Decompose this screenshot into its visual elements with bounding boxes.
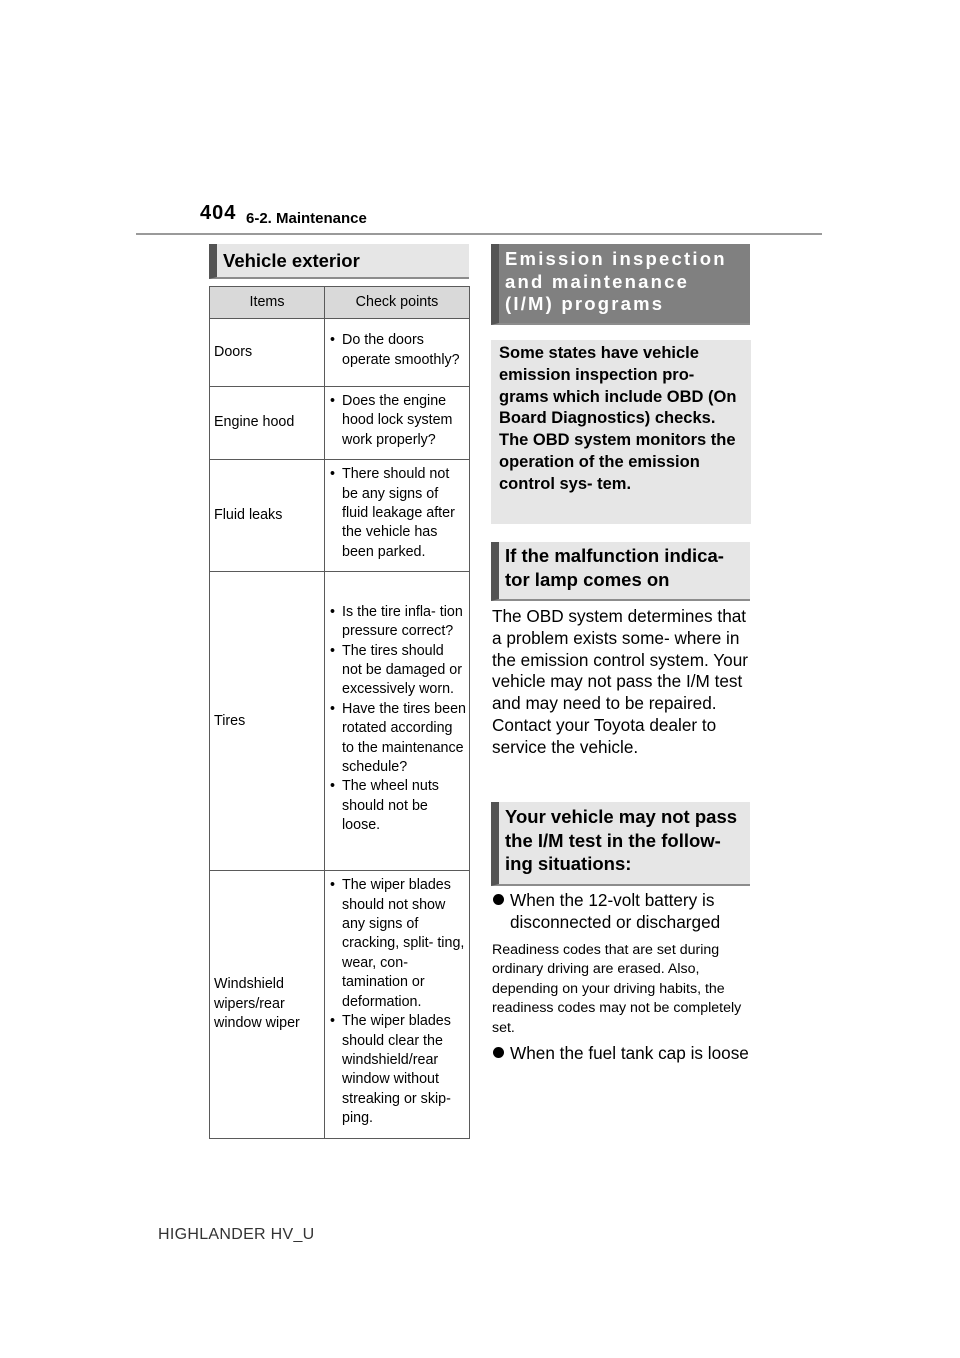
situation-bullet-text: When the fuel tank cap is loose: [510, 1043, 749, 1063]
emission-programs-heading-text: Emission inspection and maintenance (I/M) programs: [505, 248, 727, 314]
check-point: • The tires should not be damaged or excessively worn.: [329, 642, 467, 700]
check-point: • There should not be any signs of fluid leakage after the vehicle has been parked.: [329, 465, 467, 562]
footer-model: HIGHLANDER HV_U: [158, 1226, 315, 1243]
table-row: [210, 460, 470, 572]
situation-bullet-battery: [493, 890, 751, 934]
im-test-situations-heading: [491, 802, 750, 886]
situation-bullet-text: When the 12-volt battery is disconnected or discharged: [510, 890, 721, 932]
table-row: [210, 572, 470, 871]
check-point: • The wheel nuts should not be loose.: [329, 777, 467, 835]
row-item: Tires: [210, 572, 325, 871]
column-header-check-points: Check points: [325, 287, 470, 319]
table-header-row: [210, 287, 470, 319]
check-point: • Does the engine hood lock system work properly?: [329, 392, 467, 450]
row-check-points: [325, 319, 470, 387]
exterior-check-table: [209, 286, 470, 1139]
emission-intro-text: Some states have vehicle emission inspection pro- grams which include OBD (On Board Diagnostics) checks. The OBD system monitors the operation of the emission control sys- tem.: [499, 344, 737, 493]
check-point: • Have the tires been rotated according to the maintenance schedule?: [329, 700, 467, 778]
check-point: • Do the doors operate smoothly?: [329, 331, 467, 370]
section-title: 6-2. Maintenance: [246, 210, 367, 227]
malfunction-lamp-heading-text: If the malfunction indica- tor lamp comes on: [505, 545, 724, 590]
im-test-situations-heading-text: Your vehicle may not pass the I/M test in the follow- ing situations:: [505, 806, 738, 874]
header-divider: [136, 233, 822, 235]
check-point: • Is the tire infla- tion pressure correct?: [329, 603, 467, 642]
malfunction-body: The OBD system determines that a problem exists some- where in the emission control system. Your vehicle may not pass the I/M test and may need to be repaired. Contact your Toyota dealer to service the vehicle.: [492, 606, 749, 757]
row-check-points: [325, 871, 470, 1138]
row-check-points: [325, 460, 470, 572]
check-point: • The wiper blades should clear the windshield/rear window without streaking or skip- ping.: [329, 1012, 467, 1128]
situation-bullet-fuel-cap: [493, 1043, 751, 1065]
bullet-dot-icon: [493, 894, 504, 905]
table-row: [210, 319, 470, 387]
row-check-points: [325, 387, 470, 460]
vehicle-exterior-heading-text: Vehicle exterior: [223, 250, 360, 271]
bullet-dot-icon: [493, 1047, 504, 1058]
row-item: Doors: [210, 319, 325, 387]
readiness-codes-note: Readiness codes that are set during ordinary driving are erased. Also, depending on your driving habits, the readiness codes may not be completely set.: [492, 942, 742, 1036]
column-header-items: Items: [210, 287, 325, 319]
emission-intro-box: [491, 340, 751, 524]
vehicle-exterior-heading: [209, 244, 469, 279]
row-check-points: [325, 572, 470, 871]
row-item: Engine hood: [210, 387, 325, 460]
row-item: Windshield wipers/rear window wiper: [210, 871, 325, 1138]
emission-programs-heading: [491, 244, 750, 325]
page-number: 404: [200, 202, 237, 224]
check-point: • The wiper blades should not show any signs of cracking, split- ting, wear, con- tamination or deformation.: [329, 876, 467, 1012]
table-row: [210, 387, 470, 460]
row-item: Fluid leaks: [210, 460, 325, 572]
malfunction-lamp-heading: [491, 542, 750, 601]
table-row: [210, 871, 470, 1138]
